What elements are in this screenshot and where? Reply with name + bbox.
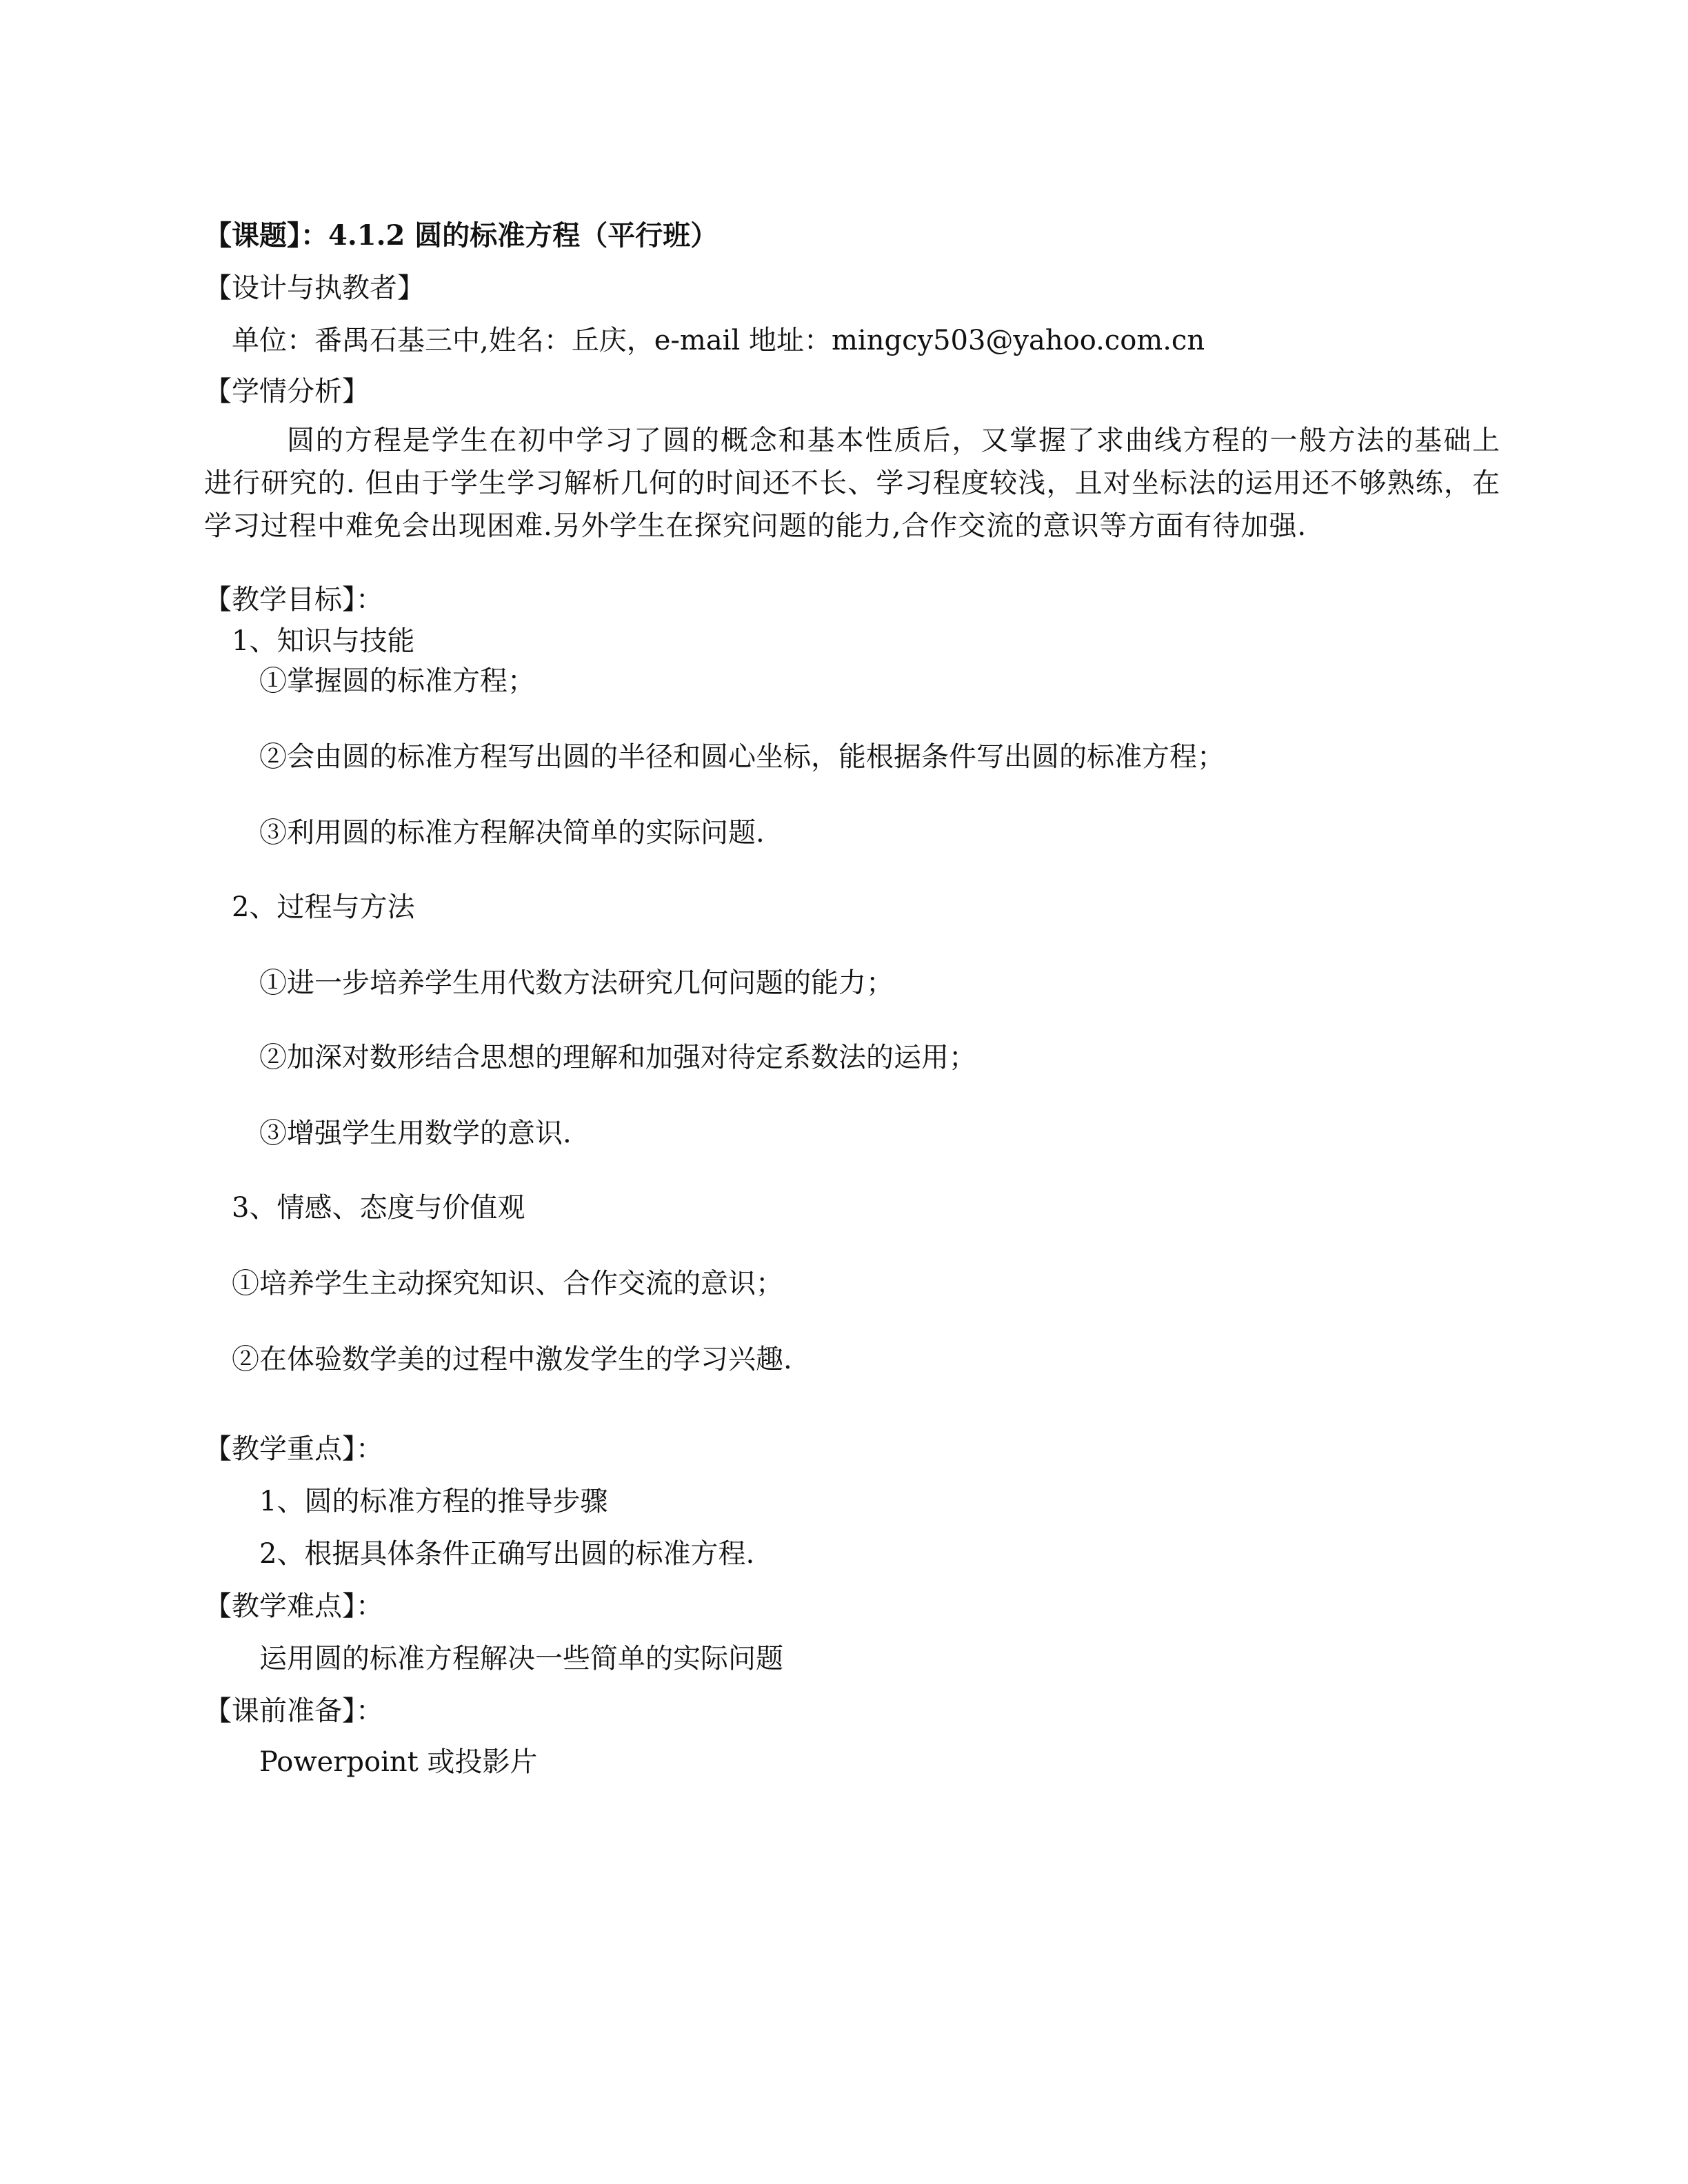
knowledge-item: ③利用圆的标准方程解决简单的实际问题. — [259, 817, 765, 849]
designer-heading: 【设计与执教者】 — [204, 272, 425, 304]
emotion-item: ①培养学生主动探究知识、合作交流的意识； — [232, 1268, 783, 1300]
process-item: ③增强学生用数学的意识. — [259, 1118, 572, 1149]
objectives-heading: 【教学目标】： — [204, 584, 383, 616]
process-heading: 2、过程与方法 — [232, 891, 415, 923]
process-item: ②加深对数形结合思想的理解和加强对待定系数法的运用； — [259, 1042, 976, 1073]
key-points-heading: 【教学重点】： — [204, 1433, 383, 1465]
preparation-heading: 【课前准备】： — [204, 1695, 383, 1727]
difficult-text: 运用圆的标准方程解决一些简单的实际问题 — [259, 1643, 783, 1675]
analysis-heading: 【学情分析】 — [204, 376, 370, 407]
difficult-heading: 【教学难点】： — [204, 1590, 383, 1622]
process-item: ①进一步培养学生用代数方法研究几何问题的能力； — [259, 967, 894, 999]
analysis-paragraph: 圆的方程是学生在初中学习了圆的概念和基本性质后，又掌握了求曲线方程的一般方法的基础上进行研究的. 但由于学生学习解析几何的时间还不长、学习程度较浅，且对坐标法的运用还不够熟练，在学习过程中难免会出现困难.另外学生在探究问题的能力,合作交流的意识等方面有待加强. — [204, 425, 1500, 542]
key-point-item: 1、圆的标准方程的推导步骤 — [259, 1486, 608, 1517]
knowledge-item: ①掌握圆的标准方程； — [259, 665, 535, 697]
preparation-text: Powerpoint 或投影片 — [259, 1746, 538, 1778]
key-point-item: 2、根据具体条件正确写出圆的标准方程. — [259, 1538, 755, 1570]
emotion-item: ②在体验数学美的过程中激发学生的学习兴趣. — [232, 1344, 792, 1375]
emotion-heading: 3、情感、态度与价值观 — [232, 1192, 525, 1224]
knowledge-heading: 1、知识与技能 — [232, 625, 415, 657]
knowledge-item: ②会由圆的标准方程写出圆的半径和圆心坐标，能根据条件写出圆的标准方程； — [259, 741, 1225, 773]
designer-info: 单位：番禺石基三中,姓名：丘庆，e-mail 地址：mingcy503@yahoo.com.cn — [232, 325, 1205, 356]
lesson-title: 【课题】：4.1.2 圆的标准方程（平行班） — [204, 219, 719, 252]
